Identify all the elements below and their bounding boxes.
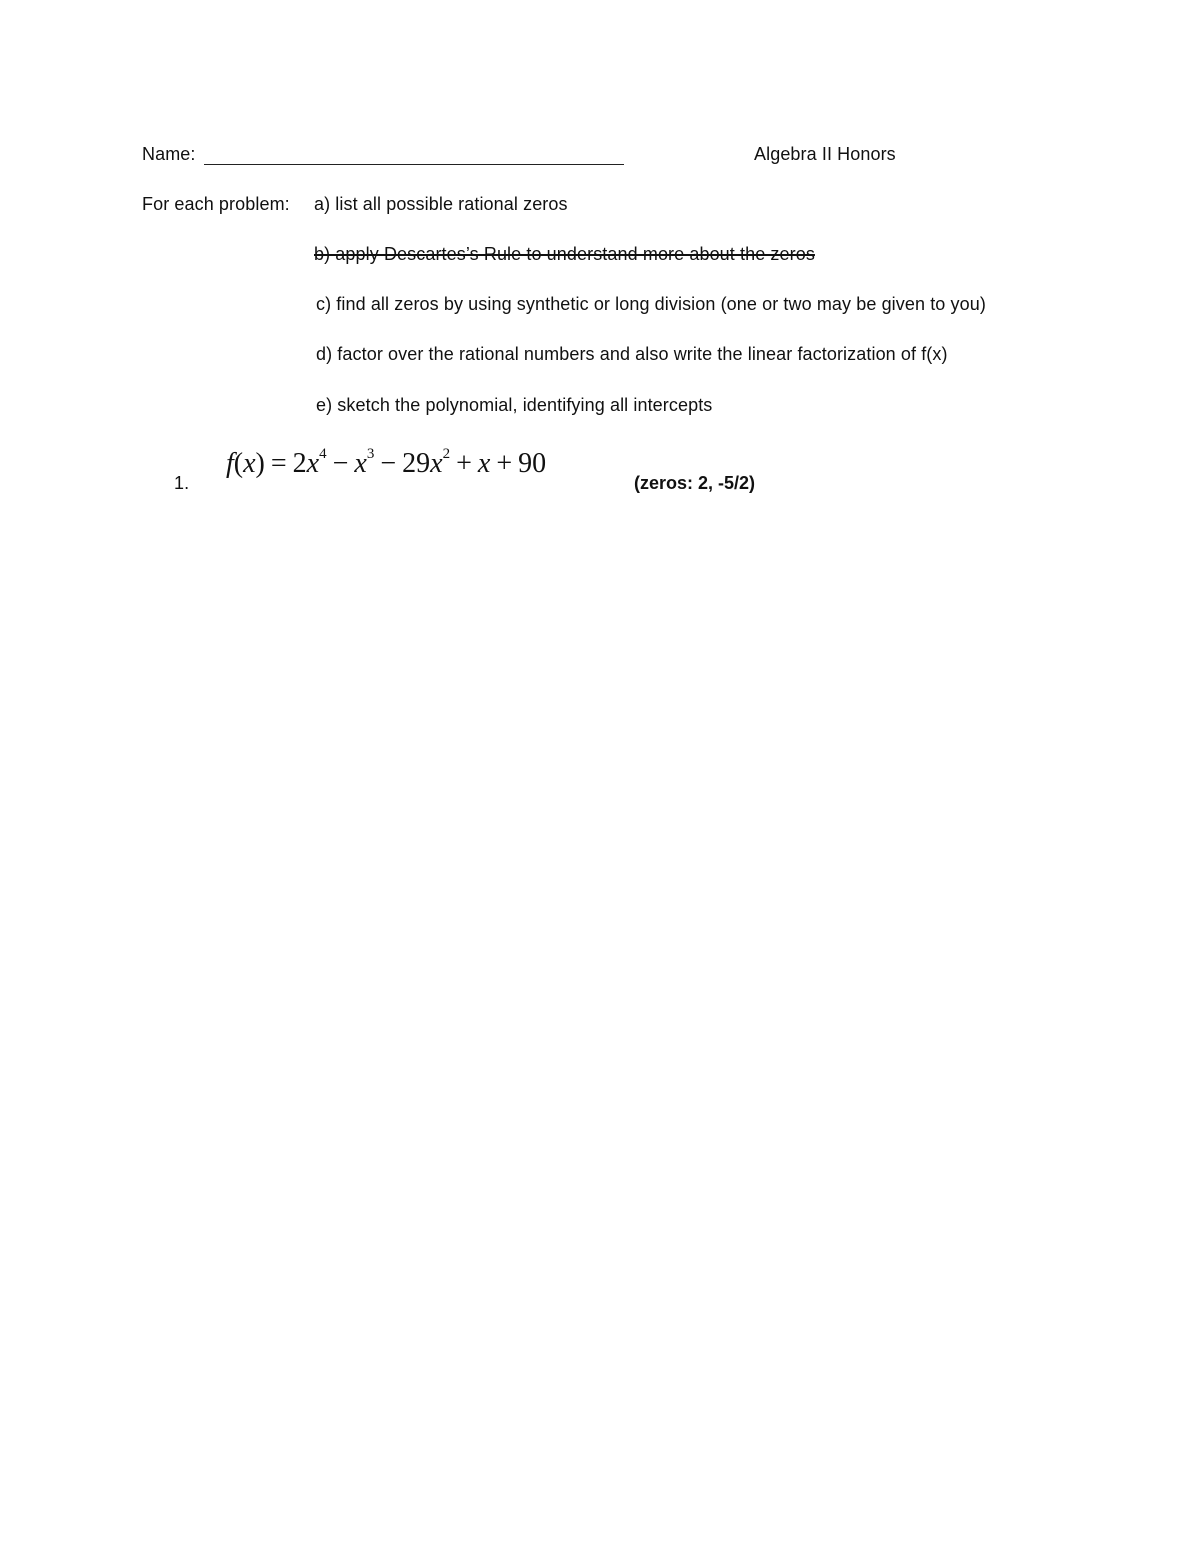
term3-var: x bbox=[430, 448, 443, 479]
problem-number: 1. bbox=[174, 473, 190, 493]
function-name: f bbox=[226, 448, 234, 479]
equals-sign: = bbox=[270, 448, 287, 479]
instruction-item-c: c) find all zeros by using synthetic or long division (one or two may be given to you) bbox=[316, 294, 986, 314]
name-label: Name: bbox=[142, 144, 196, 164]
zeros-hint: (zeros: 2, -5/2) bbox=[634, 473, 756, 493]
term1-coef: 2 bbox=[292, 448, 307, 479]
paren-close: ) bbox=[255, 448, 265, 479]
term3-exp: 2 bbox=[442, 445, 451, 462]
term5-const: 90 bbox=[518, 448, 547, 479]
term2-var: x bbox=[354, 448, 367, 479]
plus-sign: + bbox=[456, 448, 472, 479]
instruction-item-b: b) apply Descartes’s Rule to understand more about the zeros bbox=[314, 244, 815, 264]
instruction-item-d: d) factor over the rational numbers and also write the linear factorization of f(x) bbox=[316, 344, 948, 364]
variable: x bbox=[243, 448, 256, 479]
term2-exp: 3 bbox=[366, 445, 375, 462]
term4-var: x bbox=[477, 448, 491, 479]
term1-exp: 4 bbox=[319, 445, 327, 462]
paren-open: ( bbox=[233, 448, 244, 479]
minus-sign-2: − bbox=[380, 448, 397, 479]
minus-sign: − bbox=[332, 448, 349, 479]
instruction-item-e: e) sketch the polynomial, identifying all intercepts bbox=[316, 395, 713, 415]
name-field[interactable] bbox=[204, 164, 624, 165]
plus-sign-2: + bbox=[496, 448, 513, 479]
term1-var: x bbox=[306, 448, 320, 479]
instructions-intro: For each problem: bbox=[142, 194, 290, 214]
instruction-item-a: a) list all possible rational zeros bbox=[314, 194, 568, 214]
problem-equation bbox=[226, 445, 547, 480]
course-title: Algebra II Honors bbox=[754, 144, 896, 164]
term3-coef: 29 bbox=[402, 448, 431, 479]
